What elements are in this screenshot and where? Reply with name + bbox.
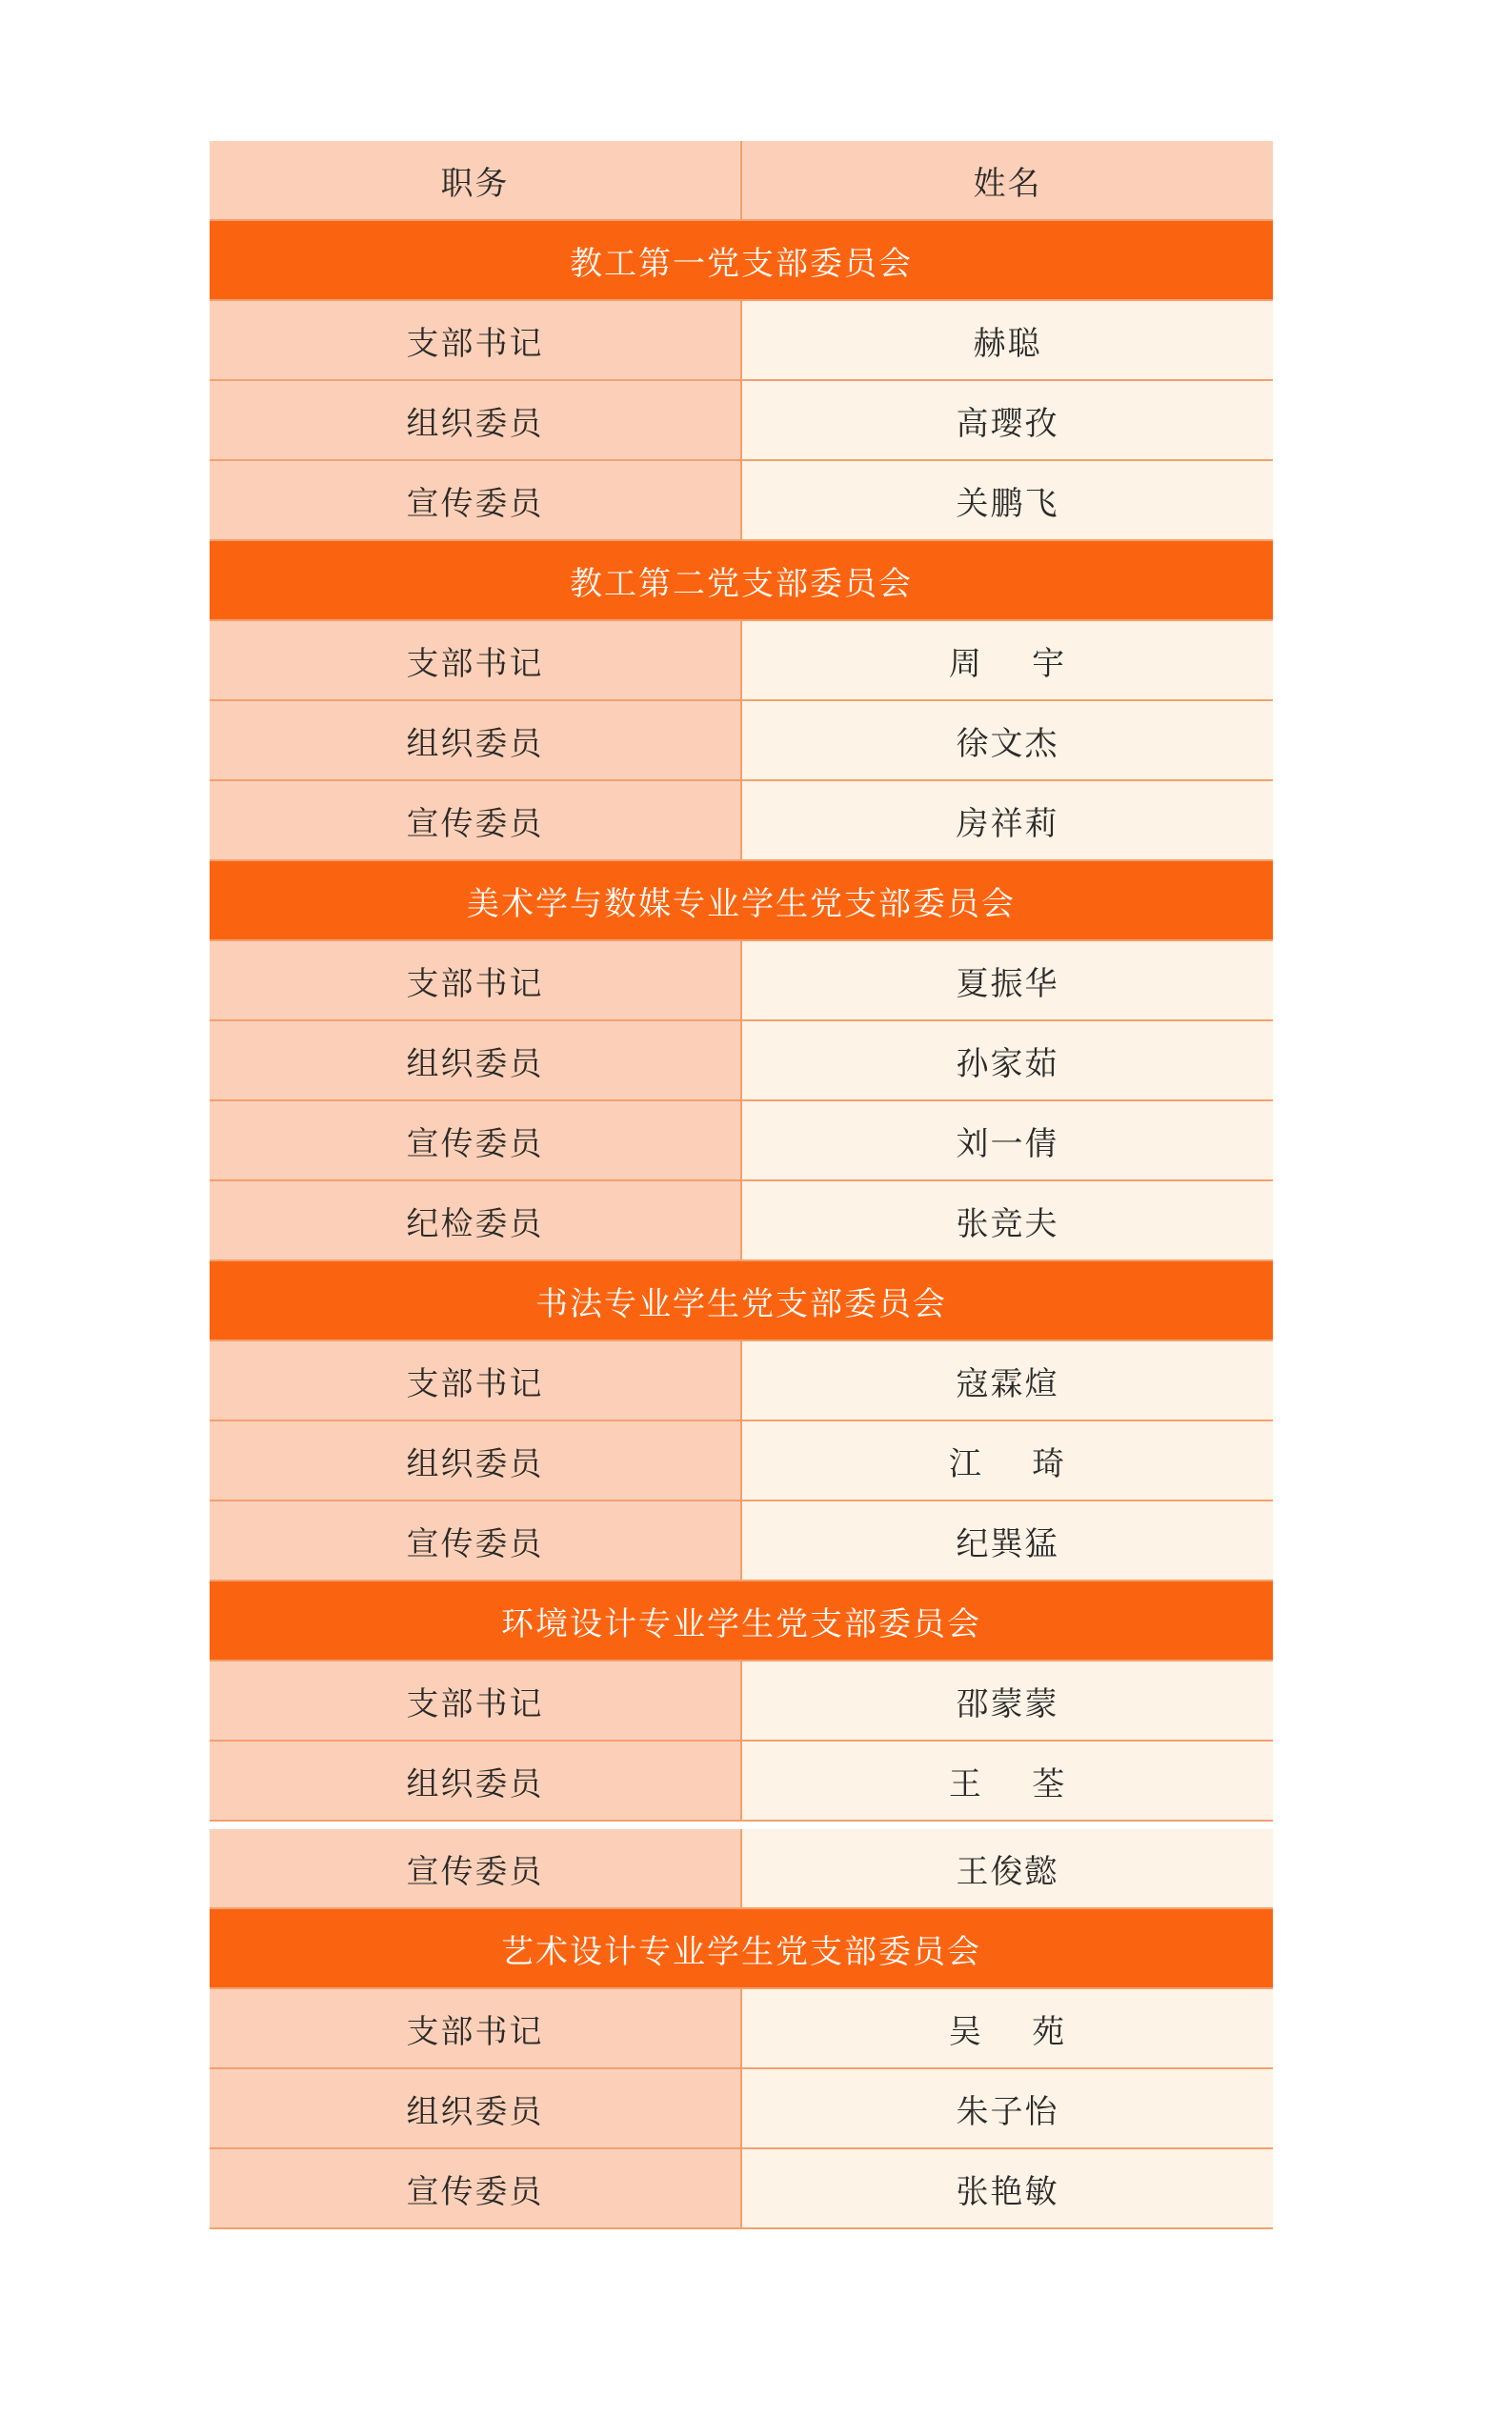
table-row [210, 1341, 1273, 1421]
table-row [210, 1101, 1273, 1181]
name-cell: 寇霖煊 [742, 1341, 1273, 1420]
position-cell: 宣传委员 [210, 1101, 742, 1179]
group-title: 艺术设计专业学生党支部委员会 [210, 1909, 1273, 1989]
header-name: 姓名 [742, 141, 1273, 219]
name-cell: 邵蒙蒙 [742, 1662, 1273, 1740]
position-cell: 宣传委员 [210, 461, 742, 539]
group-title: 美术学与数媒专业学生党支部委员会 [210, 861, 1273, 941]
position-cell: 支部书记 [210, 621, 742, 699]
group-title: 教工第二党支部委员会 [210, 541, 1273, 621]
header-position: 职务 [210, 141, 742, 219]
position-cell: 宣传委员 [210, 1501, 742, 1580]
table-row [210, 2149, 1273, 2229]
position-cell: 组织委员 [210, 381, 742, 459]
table-row [210, 1742, 1273, 1822]
group-title: 教工第一党支部委员会 [210, 221, 1273, 301]
position-cell: 支部书记 [210, 301, 742, 379]
table-row [210, 1421, 1273, 1501]
name-cell: 王俊懿 [742, 1829, 1273, 1907]
position-cell: 宣传委员 [210, 1829, 742, 1907]
group-title: 环境设计专业学生党支部委员会 [210, 1581, 1273, 1662]
name-cell: 张竞夫 [742, 1181, 1273, 1259]
committee-table [210, 141, 1273, 2229]
table-row [210, 1662, 1273, 1742]
table-row [210, 1989, 1273, 2069]
name-cell: 吴 苑 [742, 1989, 1273, 2067]
position-cell: 支部书记 [210, 1341, 742, 1420]
table-row [210, 1181, 1273, 1261]
name-cell: 王 荃 [742, 1742, 1273, 1820]
table-row [210, 781, 1273, 861]
table-row [210, 621, 1273, 701]
name-cell: 纪巽猛 [742, 1501, 1273, 1580]
table-row [210, 2069, 1273, 2149]
name-cell: 赫聪 [742, 301, 1273, 379]
position-cell: 纪检委员 [210, 1181, 742, 1259]
position-cell: 支部书记 [210, 1989, 742, 2067]
name-cell: 江 琦 [742, 1421, 1273, 1500]
name-cell: 高璎孜 [742, 381, 1273, 459]
name-cell: 夏振华 [742, 941, 1273, 1019]
position-cell: 支部书记 [210, 941, 742, 1019]
group-title: 书法专业学生党支部委员会 [210, 1261, 1273, 1341]
table-row [210, 461, 1273, 541]
table-row [210, 1829, 1273, 1909]
position-cell: 组织委员 [210, 1742, 742, 1820]
name-cell: 刘一倩 [742, 1101, 1273, 1179]
name-cell: 张艳敏 [742, 2149, 1273, 2227]
table-row [210, 381, 1273, 461]
position-cell: 宣传委员 [210, 2149, 742, 2227]
position-cell: 宣传委员 [210, 781, 742, 859]
table-row [210, 941, 1273, 1021]
name-cell: 朱子怡 [742, 2069, 1273, 2147]
name-cell: 房祥莉 [742, 781, 1273, 859]
table-row [210, 701, 1273, 781]
position-cell: 组织委员 [210, 1021, 742, 1099]
name-cell: 周 宇 [742, 621, 1273, 699]
name-cell: 关鹏飞 [742, 461, 1273, 539]
position-cell: 组织委员 [210, 701, 742, 779]
table-header [210, 141, 1273, 221]
position-cell: 支部书记 [210, 1662, 742, 1740]
table-row [210, 1021, 1273, 1101]
position-cell: 组织委员 [210, 2069, 742, 2147]
table-row [210, 1501, 1273, 1581]
table-row [210, 301, 1273, 381]
position-cell: 组织委员 [210, 1421, 742, 1500]
name-cell: 孙家茹 [742, 1021, 1273, 1099]
name-cell: 徐文杰 [742, 701, 1273, 779]
